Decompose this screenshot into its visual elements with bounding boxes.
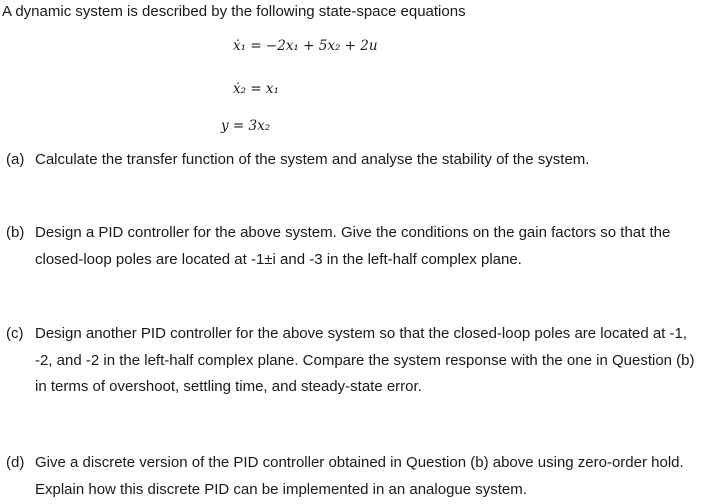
equation-x2-dot: ẋ₂ = x₁ [233, 81, 279, 97]
question-b-text: Design a PID controller for the above system. Give the conditions on the gain factors so that the closed-loop poles are located at -1±i and -3 in the left-half complex plane. [35, 224, 671, 268]
question-b-label: (b) [6, 224, 25, 241]
question-c-text: Design another PID controller for the above system so that the closed-loop poles are located at -1, -2, and -2 in the left-half complex plane. Compare the system response with the one in Question (b) in terms of overshoot, settling time, and steady-state error. [35, 325, 695, 395]
equation-output: y = 3x₂ [221, 118, 271, 134]
intro-text: A dynamic system is described by the following state-space equations [2, 3, 466, 20]
question-d-text: Give a discrete version of the PID controller obtained in Question (b) above using zero-order hold. Explain how this discrete PID can be implemented in an analogue system. [35, 454, 684, 498]
equation-x1-dot: ẋ₁ = −2x₁ + 5x₂ + 2u [233, 38, 378, 54]
question-c-label: (c) [6, 325, 24, 342]
question-d-label: (d) [6, 454, 25, 471]
question-a-text: Calculate the transfer function of the system and analyse the stability of the system. [35, 151, 590, 168]
question-a-label: (a) [6, 151, 25, 168]
